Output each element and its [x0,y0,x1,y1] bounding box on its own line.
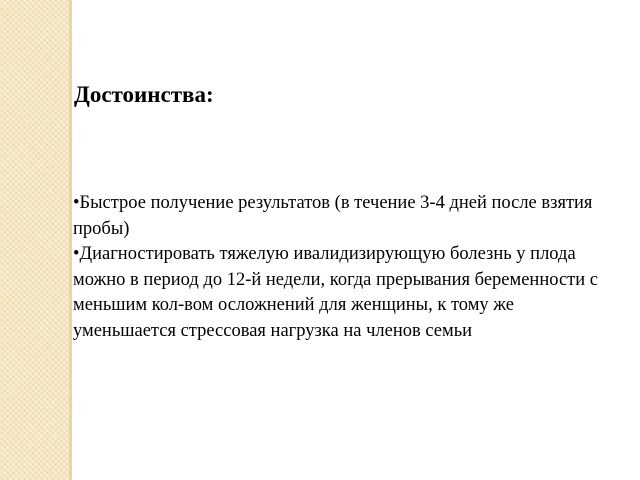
bullet-item [73,242,618,344]
bullet-text: Быстрое получение результатов (в течение 3-4 дней после взятия пробы) [73,193,593,239]
decorative-side-strip [0,0,69,480]
bullet-item [73,191,618,242]
slide-title: Достоинства: [74,82,214,107]
side-strip-edge [69,0,72,480]
bullet-text: Диагностировать тяжелую ивалидизирующую болезнь у плода можно в период до 12-й недели, когда прерывания беременности с меньшим кол-вом осложнений для женщины, к тому же уменьшается стрессовая нагрузка на членов семьи [73,244,598,341]
bullet-icon: • [73,244,80,264]
bullet-icon: • [73,193,80,213]
bullet-list [73,191,618,344]
